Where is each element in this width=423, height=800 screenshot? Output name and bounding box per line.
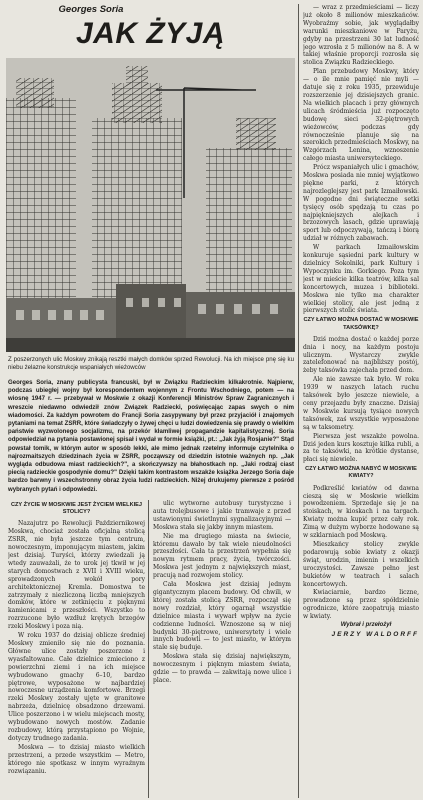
article-title: JAK ŻYJĄ [75,17,226,50]
paragraph: Pierwsza jest wszakże powolna. Dziś jeden kurs kosztuje kilka rubli, a za te taksówki, na krótkie dystanse, płaci się niewiele. [303,432,419,464]
article-lead: Georges Soria, znany publicysta francuski, był w Związku Radzieckim kilkakrotnie. Najpierw, podczas ubiegłej wojny był korespondentem wojennym z Frontu Wschodniego, potem — na wiosnę 1947 r. — przebywał w Moskwie z okazji Konferencji Ministrów Spraw Zagranicznych i wreszcie niedawno odwiedził znów Związek Radziecki, poświęcając zapas swych o nim wiadomości. Za każdym powrotem do Francji Soria zasypywany był przez przyjaciół i znajomych pytaniami na temat ZSRR, które świadczyły o żywej chęci u ludzi dowiedzenia się prawdy o wielkim państwie wyzwolonego socjalizmu, na przekór kłamliwej propagandzie kapitalistycznej. Soria odpowiedział na pytania postawionej spisał i wydał w formie książki, pt.: „Jak żyją Rosjanie?" Stąd powstał tomik, w którym autor w sposób lekki, ale mimo jednak rzetelny informuje czytelnika o najrozmaitszych dziedzinach życia w ZSRR, począwszy od dziedzin istotnie ważnych np. „Jak wygląda odbudowa miast radzieckich?", a skończywszy na błahostkach np. „Jaki rodzaj ciast piecią radzieckie gospodynie domu?" Dzięki takim kontrastom wszakże książka Jerzego Soria daje bardzo barwny i wszechstronny obraz życia ludzi radzieckich. Niżej drukujemy pierwsze z pośród wybranych pytań i odpowiedzi. [8,380,294,493]
translator-credit: Wybrał i przełożył [340,622,392,629]
paragraph: Ale nie zawsze tak było. W roku 1939 w naszych latach ruchu taksówek było jeszcze niewiele, a ceny przejazdu były znaczne. Dzisiaj w Moskwie kursują tysiące nowych taksówek, zaś wszystkie wyposażone są w taksometry. [303,376,419,431]
paragraph: Moskwa stała się dzisiaj największym, nowoczesnym i pięknym miastem świata, gdzie — to prawda — zakwitają nowe ulice i place. [153,653,291,684]
section-heading: CZY ŁATWO MOŻNA NABYĆ W MOSKWIE KWIATY? [305,466,417,480]
column-2 [153,500,291,800]
paragraph: W parkach Izmaiłowskim konkuruje sąsiedni park kultury w dzielnicy Sokolniki, park Kultury i Wypoczynku im. Gorkiego. Poza tym jest w mieście kilka teatrów, kilka sal koncertowych, muzea i biblioteki. Moskwa nie tylko ma charakter wielkiej stolicy, ale jest jedną z pierwszych stolic świata. [303,244,419,315]
section-heading: CZY ŻYCIE W MOSKWIE JEST ŻYCIEM WIELKIEJ STOLICY? [10,502,143,516]
photo-caption: Z poszerzonych ulic Moskwy znikają resztki małych domków sprzed Rewolucji. Na ich miejsce pnę się ku niebu żelazne konstrukcje wspaniałych wieżowców [8,356,294,371]
paragraph: Podkreślić kwiatów od dawna cieszą się w Moskwie wielkim powodzeniem. Sprzedaje się je na stoiskach, w kioskach i na targach. Kwiaty można kupić przez cały rok. Zimą w dużym wyborze hodowane są w szklarniach pod Moskwą. [303,484,419,540]
column-1 [8,500,145,800]
paragraph: Cała Moskwa jest dzisiaj jednym gigantycznym placem budowy. Od chwili, w której została stolicą ZSRR, rozpoczął się nowy rozdział, który ogarnął wszystkie dzielnice miasta i wywarł wpływ na życie codzienne ludności. Wznoszone są w niej budynki 30-piętrowe, uniwersytety i wiele innych budowli — to jest miasto, w którym stale się buduje. [153,581,291,652]
column-3 [303,4,419,800]
paragraph: Dziś można dostać o każdej porze dnia i nocy, na każdym postoju ulicznym. Wystarczy zwykle zatelefonować na najbliższy postój, żeby taksówka zajechała przed dom. [303,335,419,375]
paragraph: Moskwa — to dzisiaj miasto wielkich przestrzeni, a przede wszystkim — Metro, którego nie spotkasz w innym wyraźnym rozwiązaniu. [8,743,145,775]
section-heading: CZY ŁATWO MOŻNA DOSTAĆ W MOSKWIE TAKSÓWKĘ? [303,317,419,331]
photo-moscow-construction [6,58,295,352]
column-divider [298,4,299,798]
paragraph: Mieszkańcy stolicy zwykle podarowują sobie kwiaty z okazji świąt, urodzin, imienin i wszelkich uroczystości. Zawsze pełno jest bukietów w teatrach i salach koncertowych. [303,541,419,588]
column-divider [148,500,149,798]
paragraph: Prócz wspaniałych ulic i gmachów, Moskwa posiada nie mniej wyjątkowo piękne parki, z których najrozleglejszy jest park Izmaiłowski. W pogodne dni świąteczne setki tysięcy osób spędzają tu czas po najpiękniejszych alejkach i brzozowych lasach, gdzie uprawiają sport lub odpoczywają, tańczą i biorą udział w różnych zabawach. [303,164,419,243]
paragraph: Kwiaciarnie, bardzo liczne, prowadzone są przez spółdzielnie ogrodnicze, które zaopatrują miasto w kwiaty. [303,589,419,621]
paragraph: W roku 1937 do dzisiaj oblicze średniej Moskwy zmieniło się nie do poznania. Główne ulice zostały poszerzone i wyasfaltowane. Całe dzielnice zmieciono z powierzchni ziemi i na ich miejsce wybudowano gmachy 6–10, bardzo piętrowe, wyposażone w najbardziej nowoczesne urządzenia komfortowe. Brzegi rzeki Moskwy zostały ujęte w granitowe nabrzeża, dzielnicę obsadzono drzewami. Ulice poszerzono i w wielu miejscach mosty, wybudowano nowych mostów. Zadanie rozbudowy, którą przystąpiono po Wojnie, dotyczy trudnego zadania. [8,632,145,742]
paragraph: Plan przebudowy Moskwy, który — o ile mnie pamięć nie myli — datuje się z roku 1935, przewiduje rozszerzenie jej dzisiejszych granic. Na wielkich placach i przy głównych ulicach śródmieścia już rozpoczęto budowę sieci 32-piętrowych wieżowców, podczas gdy równocześnie planuje się na szerokich przedmieściach Moskwy, na Wzgórzach Lenina, wznoszenie całego miasta uniwersyteckiego. [303,68,419,163]
paragraph: ulic wytworne autobusy turystyczne i auta trolejbusowe i jakie tramwaje z przed ustawionymi świetlnymi sygnalizacyjnymi — Moskwa stała się jakby innym miastem. [153,500,291,531]
paragraph: Nie ma drugiego miasta na świecie, któremu dawało by tak wiele nieudolności przeszłości. Cała ta przestrzeń wypełnia się nowym rytmem pracy, życia, twórczości. Moskwa jest jednym z największych miast, pracują nad rozwojem stolicy. [153,532,291,580]
paragraph: Nazajutrz po Rewolucji Październikowej Moskwa, chociaż została oficjalną stolicą ZSRR, nie była jeszcze tym centrum, nowoczesnym, imponującym miastem, jakim jest dzisiaj. Turyści, którzy zwiedzali ją wtedy zauważali, że to urok jej tkwił w jej starych domostwach z XVII i XVIII wieku, sprowadzonych wokół pory architektonicznej Kremla. Domostwa te zatrzymały z niezliczoną liczbą mniejszych domków, które w zetknięciu z pięknymi kamienicami z przeszłości. Wszystko to rozrzucone było wzdłuż krętych brzegów rzeki Moskwy i poza nią. [8,520,145,631]
translator-name: JERZY WALDORFF [331,630,419,638]
paragraph: — wraz z przedmieściami — liczy już około 8 milionów mieszkańców. Wyobraźmy sobie, jak wyglądałby warunki mieszkaniowe w Paryżu, gdyby na przestrzeni 30 lat ludność jego wzrosła z 5 milionów na 8. A w takiej właśnie proporcji rozrosła się stolica Związku Radzieckiego. [303,4,419,67]
author-byline: Georges Soria [58,4,124,15]
